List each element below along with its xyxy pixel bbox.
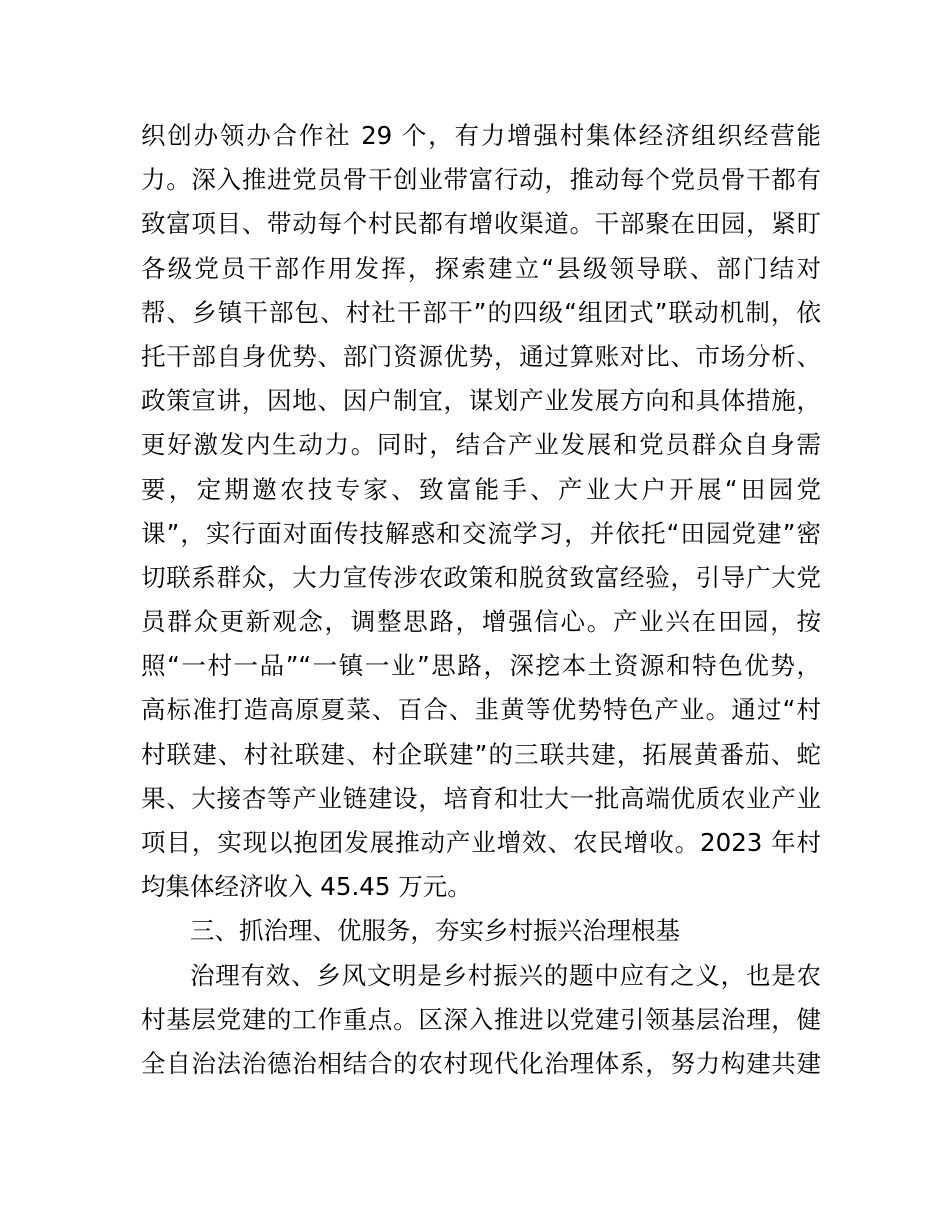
paragraph-line: 织创办领办合作社 29 个，有力增强村集体经济组织经营能 xyxy=(141,121,821,150)
paragraph-line: 员群众更新观念，调整思路，增强信心。产业兴在田园，按 xyxy=(141,607,821,637)
paragraph-line: 课”，实行面对面传技解惑和交流学习，并依托“田园党建”密 xyxy=(141,518,821,548)
paragraph-line: 政策宣讲，因地、因户制宜，谋划产业发展方向和具体措施， xyxy=(141,386,821,416)
paragraph-line: 照“一村一品”“一镇一业”思路，深挖本土资源和特色优势， xyxy=(141,651,821,681)
paragraph-line: 更好激发内生动力。同时，结合产业发展和党员群众自身需 xyxy=(141,430,821,460)
paragraph-line: 帮、乡镇干部包、村社干部干”的四级“组团式”联动机制，依 xyxy=(141,297,821,327)
paragraph-line: 果、大接杏等产业链建设，培育和壮大一批高端优质农业产业 xyxy=(141,783,821,813)
paragraph-line: 项目，实现以抱团发展推动产业增效、农民增收。2023 年村 xyxy=(141,828,821,857)
paragraph-line: 高标准打造高原夏菜、百合、韭黄等优势特色产业。通过“村 xyxy=(141,695,821,725)
paragraph-line: 村联建、村社联建、村企联建”的三联共建，拓展黄番茄、蛇 xyxy=(141,739,821,769)
paragraph-line: 全自治法治德治相结合的农村现代化治理体系，努力构建共建 xyxy=(141,1048,821,1078)
body-text xyxy=(141,114,821,1086)
paragraph-line: 切联系群众，大力宣传涉农政策和脱贫致富经验，引导广大党 xyxy=(141,562,821,592)
section-heading: 三、抓治理、优服务，夯实乡村振兴治理根基 xyxy=(190,916,680,946)
paragraph-line: 力。深入推进党员骨干创业带富行动，推动每个党员骨干都有 xyxy=(141,165,821,195)
paragraph-line: 要，定期邀农技专家、致富能手、产业大户开展“田园党 xyxy=(141,474,821,504)
paragraph-line: 村基层党建的工作重点。区深入推进以党建引领基层治理，健 xyxy=(141,1004,821,1034)
paragraph-line: 治理有效、乡风文明是乡村振兴的题中应有之义，也是农 xyxy=(190,960,821,990)
paragraph-line: 致富项目、带动每个村民都有增收渠道。干部聚在田园，紧盯 xyxy=(141,209,821,239)
paragraph-line: 各级党员干部作用发挥，探索建立“县级领导联、部门结对 xyxy=(141,253,821,283)
paragraph-line: 均集体经济收入 45.45 万元。 xyxy=(141,872,472,902)
paragraph-line: 托干部自身优势、部门资源优势，通过算账对比、市场分析、 xyxy=(141,341,821,371)
